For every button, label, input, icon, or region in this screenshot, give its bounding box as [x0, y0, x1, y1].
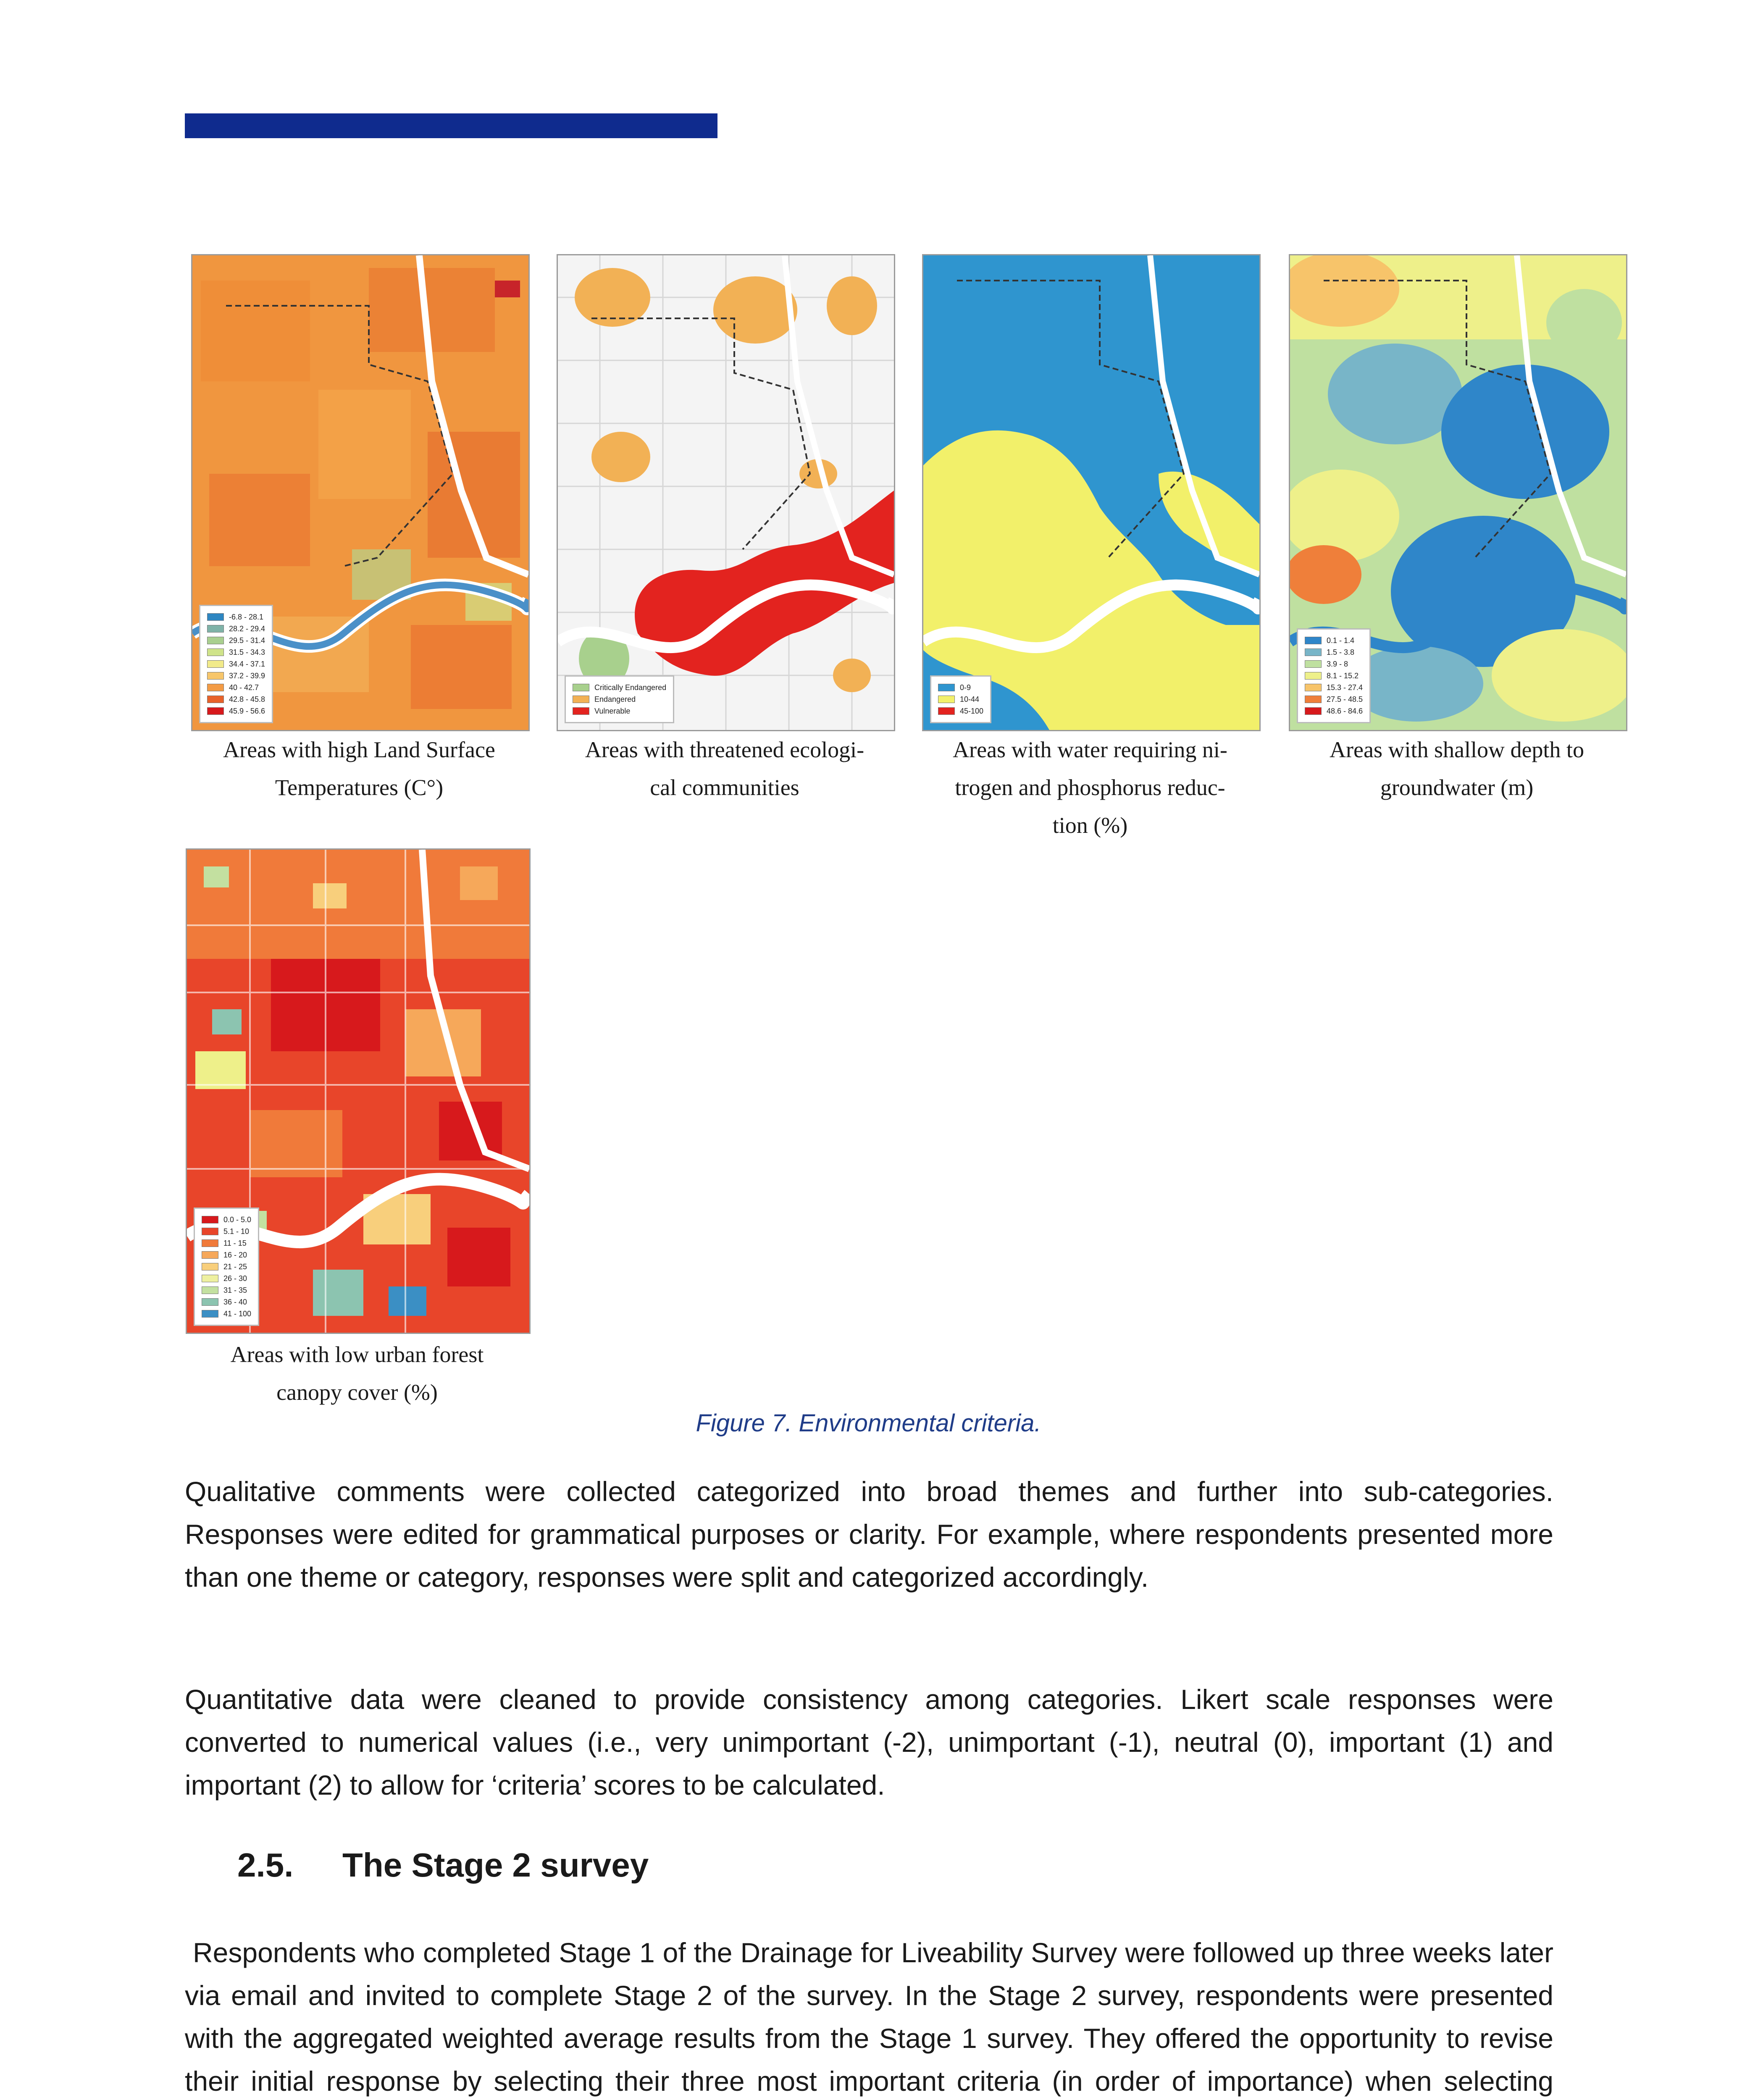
- legend-entry: [207, 693, 265, 705]
- legend-swatch: [573, 696, 589, 703]
- legend-entry: [207, 611, 265, 623]
- legend-entry: [202, 1296, 251, 1308]
- legend-entry: [1305, 670, 1363, 682]
- map-nitrogen-phosphorus-reduction: [922, 254, 1261, 731]
- legend-swatch: [202, 1251, 218, 1259]
- legend-label: 0.1 - 1.4: [1327, 636, 1355, 645]
- legend-swatch: [1305, 672, 1322, 680]
- legend-label: 16 - 20: [223, 1251, 247, 1259]
- caption-line: tion (%): [1052, 813, 1128, 838]
- legend-label: Endangered: [594, 695, 636, 704]
- legend-swatch: [202, 1263, 218, 1270]
- legend-label: 5.1 - 10: [223, 1227, 250, 1236]
- legend-label: 1.5 - 3.8: [1327, 648, 1355, 656]
- legend-label: -6.8 - 28.1: [229, 613, 264, 621]
- header-accent-bar: [185, 113, 717, 138]
- map-legend-canopy: [194, 1208, 259, 1326]
- legend-swatch: [202, 1286, 218, 1294]
- section-heading: [237, 1846, 649, 1885]
- legend-label: 0.0 - 5.0: [223, 1215, 252, 1224]
- legend-swatch: [207, 684, 224, 691]
- legend-label: 10-44: [960, 695, 980, 704]
- legend-swatch: [1305, 648, 1322, 656]
- legend-label: 21 - 25: [223, 1263, 247, 1271]
- map-land-surface-temperature: [191, 254, 530, 731]
- legend-entry: [202, 1214, 251, 1226]
- legend-entry: [202, 1273, 251, 1284]
- legend-label: 0-9: [960, 683, 971, 692]
- legend-entry: [573, 682, 666, 693]
- legend-swatch: [573, 684, 589, 691]
- legend-swatch: [207, 648, 224, 656]
- legend-swatch: [938, 684, 955, 691]
- legend-label: 45.9 - 56.6: [229, 707, 265, 715]
- legend-swatch: [207, 613, 224, 621]
- legend-label: 15.3 - 27.4: [1327, 683, 1363, 692]
- legend-entry: [573, 693, 666, 705]
- legend-swatch: [938, 696, 955, 703]
- legend-entry: [202, 1261, 251, 1273]
- caption-line: cal communities: [650, 775, 799, 800]
- paragraph-stage2: Respondents who completed Stage 1 of the Drainage for Liveability Survey were followed up three weeks later via email and invited to complete Stage 2 of the survey. In the Stage 2 survey, respondents were presented with the aggregated weighted average results from the Stage 1 survey. They offered the opportunity to revise their initial response by selecting their three most important criteria (in order of importance) when selecting: [185, 1937, 1553, 2097]
- legend-entry: [202, 1237, 251, 1249]
- legend-entry: [207, 682, 265, 693]
- caption-line: trogen and phosphorus reduc-: [955, 775, 1225, 800]
- legend-label: 26 - 30: [223, 1274, 247, 1283]
- legend-swatch: [207, 625, 224, 633]
- legend-entry: [1305, 705, 1363, 717]
- legend-entry: [1305, 635, 1363, 646]
- map-caption-nutrients: [899, 731, 1281, 844]
- legend-entry: [573, 705, 666, 717]
- legend-label: 28.2 - 29.4: [229, 625, 265, 633]
- map-caption-lst: [168, 731, 550, 806]
- legend-swatch: [938, 707, 955, 715]
- legend-label: Vulnerable: [594, 707, 631, 715]
- legend-label: 42.8 - 45.8: [229, 695, 265, 704]
- caption-line: groundwater (m): [1380, 775, 1534, 800]
- caption-line: canopy cover (%): [276, 1380, 438, 1405]
- legend-entry: [207, 670, 265, 682]
- legend-label: 45-100: [960, 707, 984, 715]
- paragraph-qualitative: Qualitative comments were collected categorized into broad themes and further into sub-categories. Responses were edited for grammatical purposes or clarity. For example, where respondents presented more than one theme or category, responses were split and categorized accordingly.: [185, 1476, 1553, 1593]
- legend-swatch: [207, 696, 224, 703]
- legend-label: 27.5 - 48.5: [1327, 695, 1363, 704]
- map-legend-tec: [565, 675, 674, 723]
- legend-entry: [938, 693, 983, 705]
- legend-label: 34.4 - 37.1: [229, 660, 265, 668]
- legend-entry: [207, 646, 265, 658]
- legend-swatch: [1305, 696, 1322, 703]
- map-legend-nutrients: [930, 675, 991, 723]
- legend-swatch: [202, 1298, 218, 1306]
- map-legend-lst: [199, 605, 273, 723]
- legend-entry: [938, 682, 983, 693]
- legend-entry: [1305, 682, 1363, 693]
- legend-label: 41 - 100: [223, 1310, 252, 1318]
- legend-entry: [207, 658, 265, 670]
- legend-entry: [202, 1308, 251, 1320]
- legend-label: 31.5 - 34.3: [229, 648, 265, 656]
- legend-label: 8.1 - 15.2: [1327, 672, 1359, 680]
- legend-label: 31 - 35: [223, 1286, 247, 1294]
- map-legend-groundwater: [1297, 628, 1371, 723]
- legend-label: 40 - 42.7: [229, 683, 259, 692]
- legend-label: 29.5 - 31.4: [229, 636, 265, 645]
- map-caption-tec: [533, 731, 916, 806]
- legend-entry: [202, 1284, 251, 1296]
- caption-line: Areas with high Land Surface: [223, 737, 495, 762]
- legend-entry: [207, 705, 265, 717]
- legend-entry: [1305, 646, 1363, 658]
- legend-entry: [202, 1249, 251, 1261]
- legend-entry: [202, 1226, 251, 1237]
- map-tec-image: [558, 255, 894, 730]
- legend-swatch: [1305, 684, 1322, 691]
- map-threatened-ecological-communities: [557, 254, 895, 731]
- legend-swatch: [1305, 707, 1322, 715]
- legend-swatch: [207, 707, 224, 715]
- legend-swatch: [202, 1310, 218, 1318]
- legend-entry: [207, 623, 265, 635]
- legend-swatch: [207, 672, 224, 680]
- legend-entry: [938, 705, 983, 717]
- section-title: The Stage 2 survey: [342, 1846, 649, 1884]
- map-caption-canopy: [166, 1336, 548, 1411]
- legend-label: 3.9 - 8: [1327, 660, 1348, 668]
- legend-label: 36 - 40: [223, 1298, 247, 1306]
- caption-line: Areas with low urban forest: [230, 1342, 484, 1367]
- figure-caption: Figure 7. Environmental criteria.: [696, 1410, 1041, 1437]
- legend-label: 11 - 15: [223, 1239, 247, 1247]
- legend-swatch: [1305, 637, 1322, 644]
- legend-swatch: [207, 637, 224, 644]
- section-number: 2.5.: [237, 1846, 294, 1884]
- legend-swatch: [573, 707, 589, 715]
- legend-entry: [1305, 693, 1363, 705]
- legend-swatch: [1305, 660, 1322, 668]
- caption-line: Areas with threatened ecologi-: [585, 737, 865, 762]
- legend-label: 48.6 - 84.6: [1327, 707, 1363, 715]
- legend-swatch: [202, 1275, 218, 1282]
- legend-swatch: [202, 1239, 218, 1247]
- legend-entry: [207, 635, 265, 646]
- map-nutrients-image: [923, 255, 1259, 730]
- caption-line: Temperatures (C°): [275, 775, 444, 800]
- map-urban-forest-canopy: [186, 848, 531, 1334]
- legend-swatch: [207, 660, 224, 668]
- caption-line: Areas with water requiring ni-: [953, 737, 1227, 762]
- legend-label: Critically Endangered: [594, 683, 667, 692]
- legend-swatch: [202, 1228, 218, 1235]
- map-depth-to-groundwater: [1289, 254, 1627, 731]
- legend-label: 37.2 - 39.9: [229, 672, 265, 680]
- legend-entry: [1305, 658, 1363, 670]
- paragraph-quantitative: Quantitative data were cleaned to provide consistency among categories. Likert scale responses were converted to numerical values (i.e., very unimportant (-2), unimportant (-1), neutral (0), important (1) and important (2) to allow for ‘criteria’ scores to be calculated.: [185, 1684, 1553, 1801]
- caption-line: Areas with shallow depth to: [1330, 737, 1584, 762]
- map-caption-groundwater: [1266, 731, 1648, 806]
- legend-swatch: [202, 1216, 218, 1223]
